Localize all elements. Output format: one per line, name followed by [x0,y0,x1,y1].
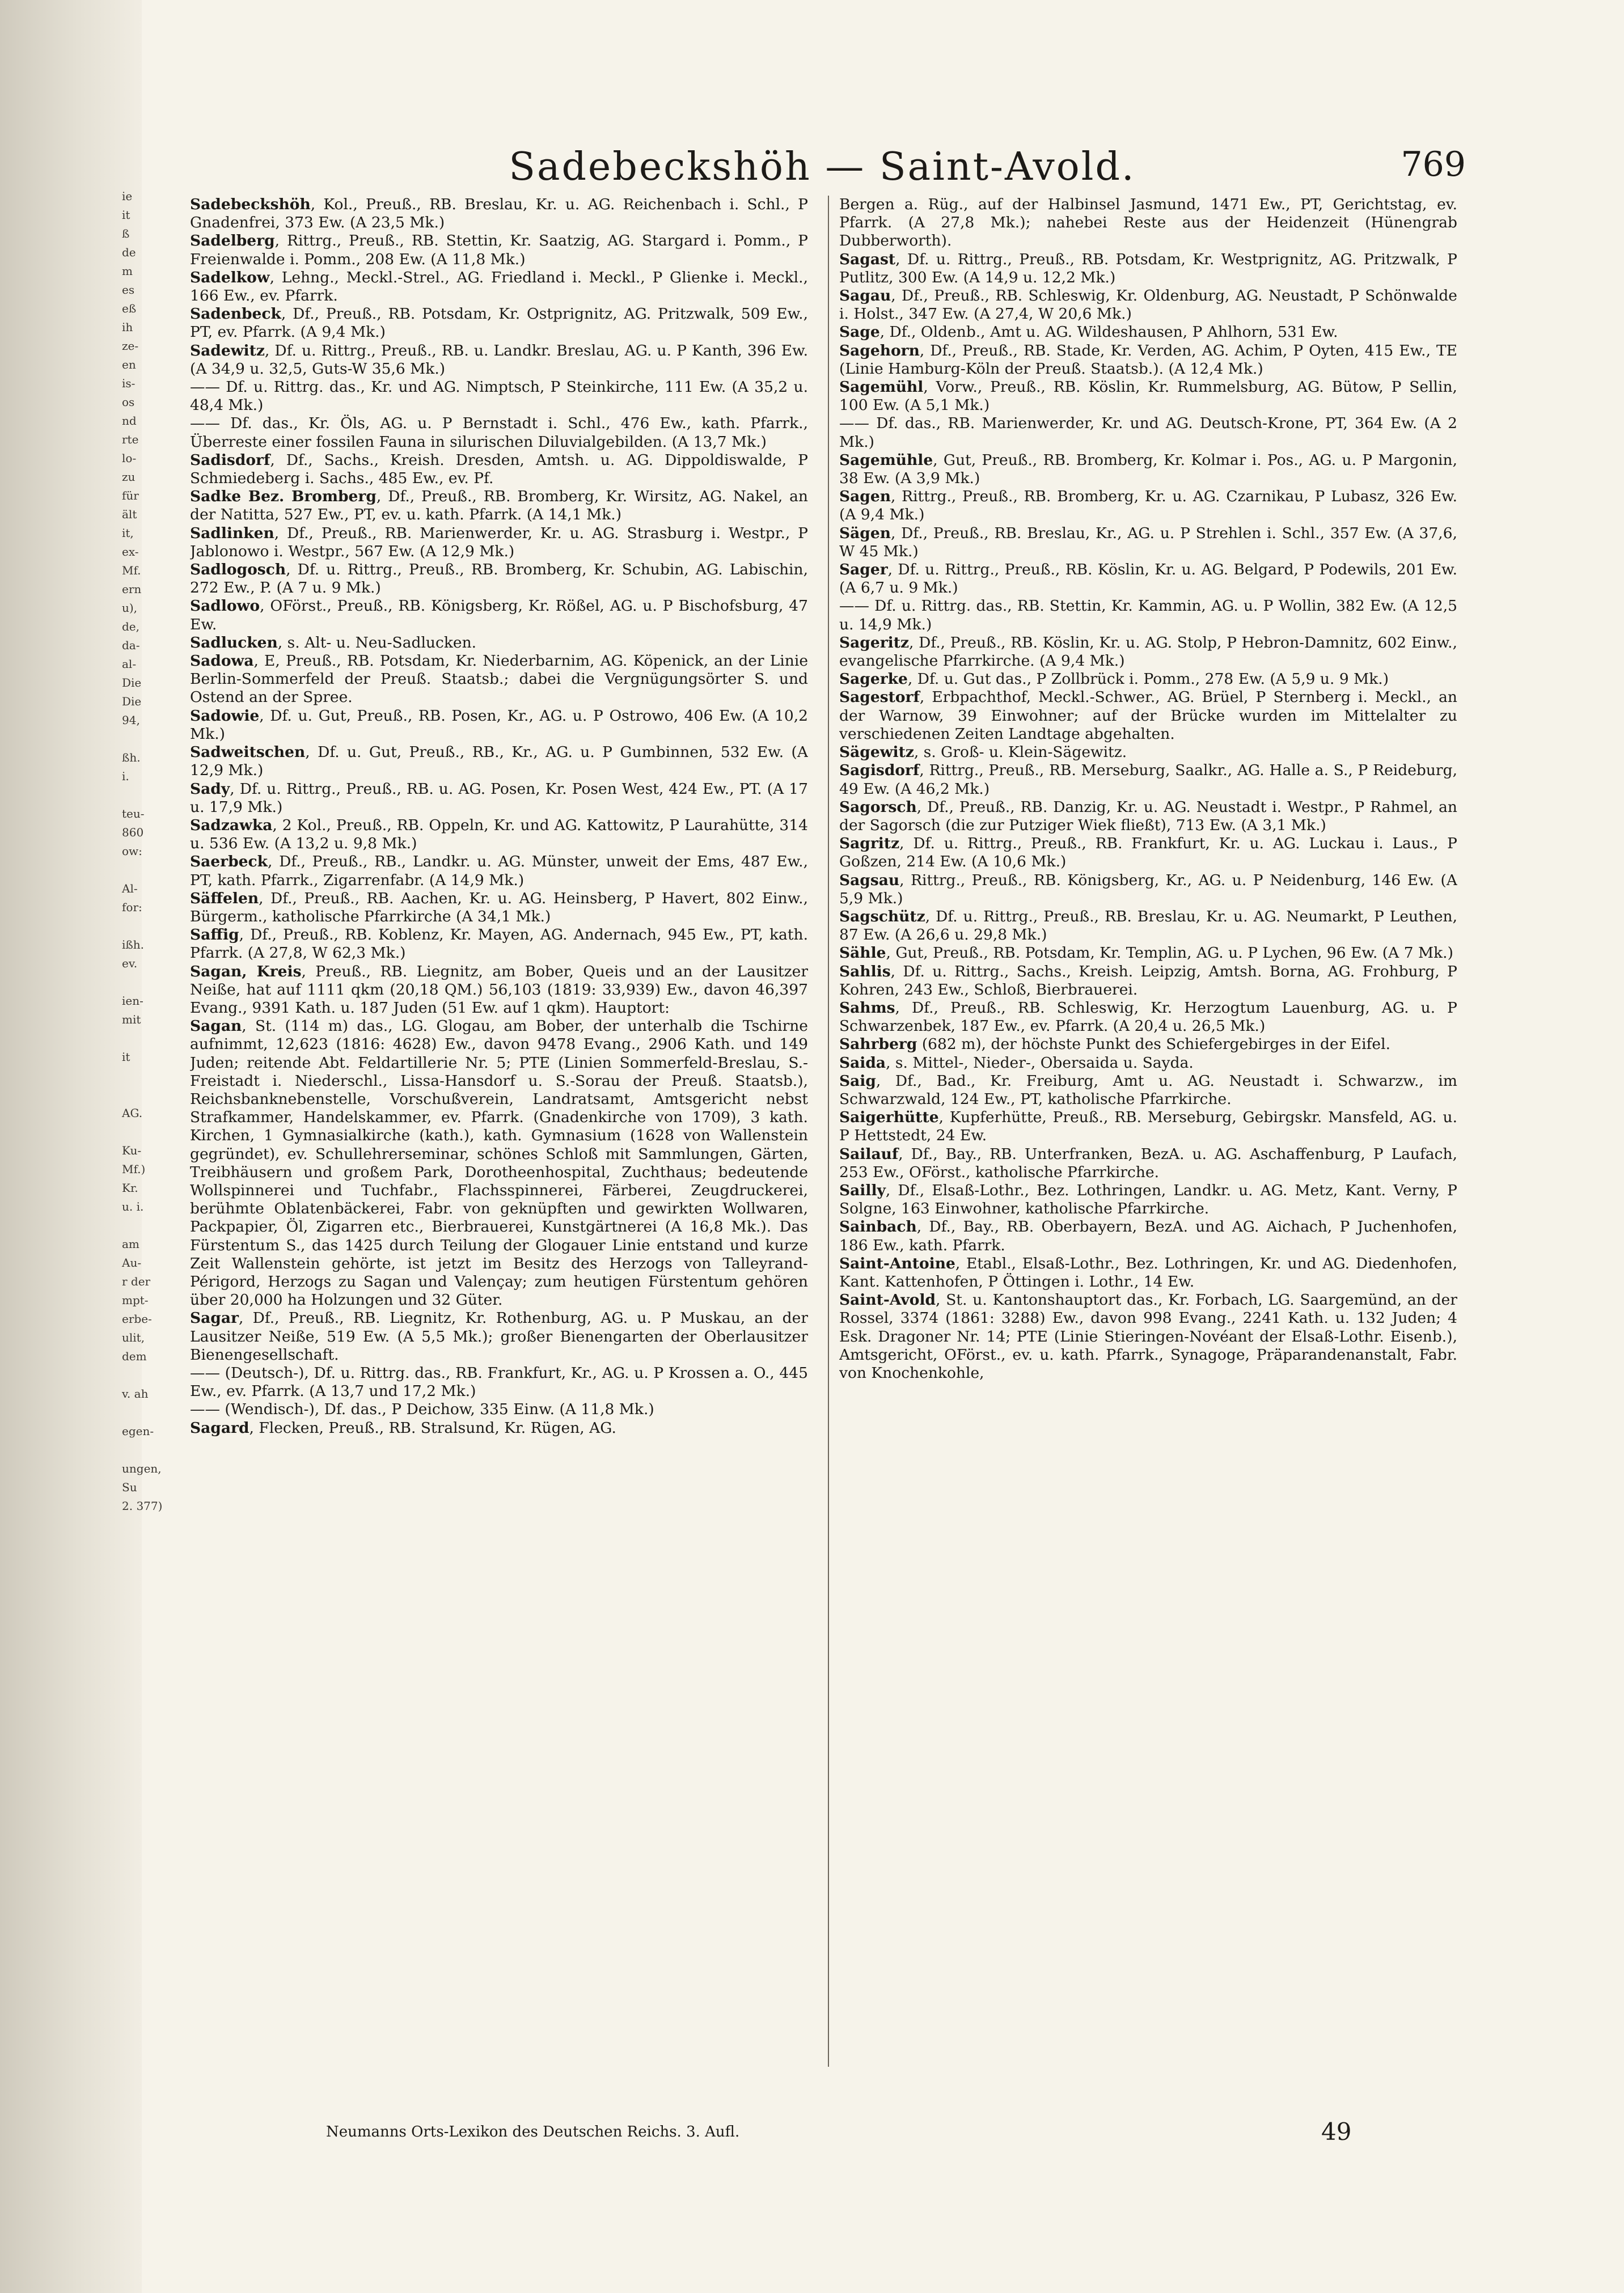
gutter-fragment: 94, [122,713,140,727]
gazetteer-entry [190,488,808,524]
gutter-fragment: ält [122,507,137,521]
entry-lemma: Sadlogosch [190,561,286,579]
gutter-fragment: ow: [122,844,142,858]
gutter-fragment: it, [122,526,134,540]
page-header [179,145,1466,198]
gutter-fragment: Die [122,676,142,689]
entry-lemma: Sagard [190,1419,249,1437]
entry-lemma: Sahrberg [839,1035,917,1054]
entry-text: , Df. u. Gut das., P Zollbrück i. Pomm., 278 Ew. (A 5,9 u. 9 Mk.) [907,670,1389,688]
gazetteer-entry [839,634,1457,670]
entry-lemma: Sahms [839,999,895,1017]
page-gutter-shadow [0,0,142,2293]
entry-text: —— Df. u. Rittrg. das., Kr. und AG. Nimptsch, P Steinkirche, 111 Ew. (A 35,2 u. 48,4 Mk.) [190,378,808,414]
gazetteer-entry [190,414,808,451]
gazetteer-entry [839,1109,1457,1145]
entry-text: , Df., Preuß., RB. Koblenz, Kr. Mayen, AG. Andernach, 945 Ew., PT, kath. Pfarrk. (A 27,8, W 62,3 Mk.) [190,926,808,962]
gutter-fragment: Kr. [122,1181,138,1195]
gutter-fragment [122,917,150,936]
entry-lemma: Saig [839,1072,876,1090]
gutter-fragment: ißh. [122,938,144,951]
entry-text: , Rittrg., Preuß., RB. Stettin, Kr. Saatzig, AG. Stargard i. Pomm., P Freienwalde i. Pomm., 208 Ew. (A 11,8 Mk.) [190,232,808,268]
gutter-fragment: ulit, [122,1331,145,1344]
entry-text: , Rittrg., Preuß., RB. Bromberg, Kr. u. AG. Czarnikau, P Lubasz, 326 Ew. (A 9,4 Mk.) [839,488,1457,524]
entry-text: , Df., Preuß., RB. Danzig, Kr. u. AG. Neustadt i. Westpr., P Rahmel, an der Sagorsch (die zur Putziger Wiek fließt), 713 Ew. (A 3,1 Mk.) [839,798,1457,834]
gutter-fragment: ungen, [122,1462,162,1475]
gutter-fragment: Mf. [122,564,141,577]
entry-text: , Rittrg., Preuß., RB. Königsberg, Kr., AG. u. P Neidenburg, 146 Ew. (A 5,9 Mk.) [839,871,1457,907]
page-footer [0,2118,1624,2146]
entry-text: —— Df. das., RB. Marienwerder, Kr. und AG. Deutsch-Krone, PT, 364 Ew. (A 2 Mk.) [839,414,1457,451]
entry-lemma: Sadowie [190,706,260,725]
entry-text: , s. Mittel-, Nieder-, Obersaida u. Sayda. [886,1054,1194,1072]
entry-lemma: Sagehorn [839,341,920,359]
entry-lemma: Sadzawka [190,816,273,834]
gutter-fragment: Die [122,695,142,708]
gutter-fragment: u. i. [122,1200,144,1213]
gutter-fragment: 2. 377) [122,1499,163,1513]
gazetteer-entry [190,561,808,597]
gazetteer-entry [839,999,1457,1035]
entry-text: , Df., Preuß., RB. Liegnitz, Kr. Rothenburg, AG. u. P Muskau, an der Lausitzer Neiße, 519 Ew. (A 5,5 Mk.); großer Bienengarten der Oberlausitzer Bienengesellschaft. [190,1309,808,1364]
entry-lemma: Sagar [190,1309,239,1327]
entry-lemma: Sailly [839,1181,886,1199]
gutter-fragment: i. [122,769,129,783]
entry-text: , Df. u. Rittrg., Preuß., RB. Köslin, Kr. u. AG. Belgard, P Podewils, 201 Ew. (A 6,7 u. 9 Mk.) [839,561,1457,597]
entry-lemma: Sagsau [839,871,900,889]
entry-text: , Df., Preuß., RB., Landkr. u. AG. Münster, unweit der Ems, 487 Ew., PT, kath. Pfarrk., Zigarrenfabr. (A 14,9 Mk.) [190,853,808,889]
entry-lemma: Saerbeck [190,853,268,871]
footer-imprint: Neumanns Orts-Lexikon des Deutschen Reichs. 3. Aufl. [326,2123,740,2140]
gutter-fragment: ih [122,320,133,334]
gazetteer-entry [190,378,808,414]
gazetteer-entry [190,269,808,305]
gutter-fragment [122,1403,150,1422]
gazetteer-entry [839,835,1457,871]
gutter-fragment: erbe- [122,1312,152,1326]
entry-lemma: Sagisdorf [839,761,920,780]
gazetteer-entry [839,871,1457,908]
entry-text: , Df., Bay., RB. Unterfranken, BezA. u. AG. Aschaffenburg, P Laufach, 253 Ew., OFörst., katholische Pfarrkirche. [839,1145,1457,1181]
entry-lemma: Sähle [839,944,886,962]
gazetteer-entry [190,816,808,853]
gutter-fragment: for: [122,900,142,914]
entry-text: , Preuß., RB. Liegnitz, am Bober, Queis und an der Lausitzer Neiße, hat auf 1111 qkm (20,18 QM.) 56,103 (1819: 33,939) Ew., davon 46,397 Evang., 9391 Kath. u. 187 Juden (51 Ew. auf 1 qkm). Hauptort: [190,962,808,1017]
gutter-fragment: es [122,283,135,297]
entry-lemma: Sadisdorf [190,451,270,469]
running-head: Sadebeckshöh — Saint-Avold. [509,145,1136,189]
gazetteer-entry [190,707,808,743]
entry-text: —— (Deutsch-), Df. u. Rittrg. das., RB. Frankfurt, Kr., AG. u. P Krossen a. O., 445 Ew., ev. Pfarrk. (A 13,7 und 17,2 Mk.) [190,1364,808,1401]
entry-lemma: Sadke Bez. Bromberg [190,488,377,506]
gutter-fragment [122,1029,150,1048]
entry-text: , Kol., Preuß., RB. Breslau, Kr. u. AG. Reichenbach i. Schl., P Gnadenfrei, 373 Ew. (A 23,5 Mk.) [190,196,808,232]
gutter-fragment: Ku- [122,1144,142,1157]
entry-lemma: Sagast [839,250,896,268]
gutter-fragment: os [122,395,135,409]
gazetteer-entry [190,1017,808,1309]
entry-lemma: Sadelkow [190,268,270,286]
entry-text: , Df. u. Rittrg., Preuß., RB. Bromberg, Kr. Schubin, AG. Labischin, 272 Ew., P. (A 7 u. 9 Mk.) [190,561,808,597]
entry-lemma: Saint-Antoine [839,1254,955,1272]
gazetteer-entry [190,1309,808,1364]
gazetteer-entry [839,1255,1457,1291]
gazetteer-entry [190,232,808,268]
entry-text: , Gut, Preuß., RB. Bromberg, Kr. Kolmar i. Pos., AG. u. P Margonin, 38 Ew. (A 3,9 Mk.) [839,451,1457,488]
entry-lemma: Sagerke [839,670,908,688]
gutter-fragment: de, [122,620,139,633]
text-columns [190,196,1457,2078]
gutter-fragment: mit [122,1013,141,1026]
gazetteer-entry [839,688,1457,743]
gazetteer-entry [839,944,1457,962]
right-column [839,196,1457,2078]
entry-lemma: Sadlowo [190,597,260,615]
entry-lemma: Sadowa [190,652,254,670]
entry-lemma: Sady [190,780,230,798]
gazetteer-entry [190,963,808,1018]
entry-lemma: Säffelen [190,889,259,907]
gazetteer-entry [190,926,808,962]
gazetteer-entry [839,1218,1457,1254]
entry-lemma: Sagschütz [839,907,925,925]
gutter-fragment: it [122,208,130,222]
entry-text: , Df., Preuß., RB. Stade, Kr. Verden, AG. Achim, P Oyten, 415 Ew., TE (Linie Hamburg-Köln der Preuß. Staatsb.). (A 12,4 Mk.) [839,341,1457,378]
entry-lemma: Sagritz [839,835,900,853]
entry-lemma: Sagestorf [839,688,920,706]
gazetteer-entry [839,378,1457,414]
entry-lemma: Saida [839,1054,886,1072]
gutter-fragment: ze- [122,339,139,353]
entry-text: , s. Groß- u. Klein-Sägewitz. [914,743,1127,761]
entry-text: , Df., Bad., Kr. Freiburg, Amt u. AG. Neustadt i. Schwarzw., im Schwarzwald, 124 Ew., PT, katholische Pfarrkirche. [839,1072,1457,1108]
gazetteer-entry [190,524,808,561]
gutter-fragment: rte [122,433,139,446]
page-number: 769 [1401,145,1466,184]
gutter-fragment: Mf.) [122,1162,146,1176]
gutter-fragment: u), [122,601,138,615]
gutter-fragment: eß [122,302,137,315]
entry-lemma: Saffig [190,926,239,944]
entry-lemma: Sagan [190,1017,242,1035]
gutter-fragment: ie [122,189,133,203]
gutter-fragment: am [122,1237,139,1251]
gutter-fragment [122,1366,150,1385]
entry-text: (682 m), der höchste Punkt des Schiefergebirges in der Eifel. [917,1035,1391,1054]
entry-lemma: Sage [839,323,880,341]
gutter-fragment: 860 [122,826,144,839]
gazetteer-entry [839,908,1457,944]
gutter-fragment: ex- [122,545,139,559]
gazetteer-entry [839,1145,1457,1182]
entry-text: , Df., Preuß., RB. Marienwerder, Kr. u. AG. Strasburg i. Westpr., P Jablonowo i. Westpr., 567 Ew. (A 12,9 Mk.) [190,524,808,560]
gutter-fragment: für [122,489,139,502]
entry-text: , Df. u. Rittrg., Sachs., Kreish. Leipzig, Amtsh. Borna, AG. Frohburg, P Kohren, 243 Ew., Schloß, Bierbrauerei. [839,962,1457,999]
entry-text: —— (Wendisch-), Df. das., P Deichow, 335 Einw. (A 11,8 Mk.) [190,1401,654,1419]
gutter-fragment: r der [122,1275,151,1288]
gazetteer-entry [839,597,1457,633]
gazetteer-entry [839,342,1457,378]
entry-lemma: Sainbach [839,1218,917,1236]
gazetteer-entry [839,1054,1457,1072]
entry-lemma: Sagau [839,287,891,305]
entry-text: , Flecken, Preuß., RB. Stralsund, Kr. Rügen, AG. [249,1419,616,1437]
entry-text: , Df., Preuß., RB. Köslin, Kr. u. AG. Stolp, P Hebron-Damnitz, 602 Einw., evangelische Pfarrkirche. (A 9,4 Mk.) [839,633,1457,670]
gazetteer-entry [839,1035,1457,1054]
gazetteer-entry [839,323,1457,341]
entry-lemma: Saint-Avold [839,1291,936,1309]
gutter-fragment [122,861,150,879]
gutter-fragment: lo- [122,451,137,465]
gazetteer-entry [190,890,808,926]
gazetteer-entry [190,853,808,889]
gutter-fragment: Au- [122,1256,142,1270]
entry-text: , Df., Preuß., RB. Breslau, Kr., AG. u. P Strehlen i. Schl., 357 Ew. (A 37,6, W 45 Mk.) [839,524,1457,560]
entry-text: , Df., Preuß., RB. Schleswig, Kr. Oldenburg, AG. Neustadt, P Schönwalde i. Holst., 347 Ew. (A 27,4, W 20,6 Mk.) [839,287,1457,323]
entry-lemma: Sagemühl [839,378,924,396]
gutter-fragment: zu [122,470,136,484]
gazetteer-entry [839,414,1457,451]
entry-lemma: Sagemühle [839,451,933,469]
entry-text: , OFörst., Preuß., RB. Königsberg, Kr. Rößel, AG. u. P Bischofsburg, 47 Ew. [190,597,808,633]
gutter-fragment: en [122,358,136,371]
gazetteer-entry [839,196,1457,251]
adjacent-page-fragments [122,187,163,1516]
gutter-fragment: nd [122,414,137,428]
entry-text: , Df., Oldenb., Amt u. AG. Wildeshausen, P Ahlhorn, 531 Ew. [879,323,1338,341]
entry-text: Bergen a. Rüg., auf der Halbinsel Jasmund, 1471 Ew., PT, Gerichtstag, ev. Pfarrk. (A 27,8 Mk.); nahebei Reste aus der Heidenzeit (Hünengrab Dubberworth). [839,196,1457,250]
entry-text: , Df., Preuß., RB. Aachen, Kr. u. AG. Heinsberg, P Havert, 802 Einw., Bürgerm., katholische Pfarrkirche (A 34,1 Mk.) [190,889,808,925]
entry-text: , s. Alt- u. Neu-Sadlucken. [277,633,477,651]
entry-lemma: Sadewitz [190,341,265,359]
gutter-fragment: egen- [122,1424,154,1438]
entry-lemma: Sadelberg [190,232,275,250]
gazetteer-entry [190,597,808,633]
entry-lemma: Sagorsch [839,798,917,816]
entry-text: , Etabl., Elsaß-Lothr., Bez. Lothringen, Kr. und AG. Diedenhofen, Kant. Kattenhofen, P Öttingen i. Lothr., 14 Ew. [839,1254,1457,1291]
entry-text: , Df., Preuß., RB. Schleswig, Kr. Herzogtum Lauenburg, AG. u. P Schwarzenbek, 187 Ew., ev. Pfarrk. (A 20,4 u. 26,5 Mk.) [839,999,1457,1035]
entry-text: , Df. u. Rittrg., Preuß., RB. Frankfurt, Kr. u. AG. Luckau i. Laus., P Goßzen, 214 Ew. (A 10,6 Mk.) [839,835,1457,871]
gazetteer-entry [839,963,1457,999]
entry-text: , E, Preuß., RB. Potsdam, Kr. Niederbarnim, AG. Köpenick, an der Linie Berlin-Sommerfeld der Preuß. Staatsb.; dabei die Vergnügungsörter S. und Ostend an der Spree. [190,652,808,706]
entry-text: , Df., Bay., RB. Oberbayern, BezA. und AG. Aichach, P Juchenhofen, 186 Ew., kath. Pfarrk. [839,1218,1457,1254]
signature-mark: 49 [1321,2118,1352,2146]
entry-lemma: Sager [839,561,888,579]
entry-text: , St. u. Kantonshauptort das., Kr. Forbach, LG. Saargemünd, an der Rossel, 3374 (1861: 3288) Ew., davon 998 Evang., 2241 Kath. u. 132 Juden; 4 Esk. Dragoner Nr. 14; PTE (Linie Stieringen-Novéant der Elsaß-Lothr. Eisenb.), Amtsgericht, OFörst., ev. u. kath. Pfarrk., Synagoge, Präparandenanstalt, Fabr. von Knochenkohle, [839,1291,1457,1382]
entry-text: , Kupferhütte, Preuß., RB. Merseburg, Gebirgskr. Mansfeld, AG. u. P Hettstedt, 24 Ew. [839,1109,1457,1145]
gutter-fragment: al- [122,657,137,671]
gutter-fragment: da- [122,638,140,652]
entry-text: , Df. u. Rittrg., Preuß., RB. Potsdam, Kr. Westprignitz, AG. Pritzwalk, P Putlitz, 300 Ew. (A 14,9 u. 12,2 Mk.) [839,250,1457,286]
gazetteer-entry [839,761,1457,798]
entry-text: , Df. u. Rittrg., Preuß., RB. u. AG. Posen, Kr. Posen West, 424 Ew., PT. (A 17 u. 17,9 Mk.) [190,780,808,816]
gutter-fragment: teu- [122,807,145,820]
gutter-fragment [122,730,150,748]
entry-lemma: Sägen [839,524,891,542]
gazetteer-entry [190,1364,808,1401]
gutter-fragment [122,1085,150,1104]
entry-lemma: Sagan, Kreis [190,962,302,980]
gutter-fragment: Su [122,1480,137,1494]
entry-lemma: Sadweitschen [190,743,306,761]
gazetteer-entry [839,743,1457,761]
entry-text: , 2 Kol., Preuß., RB. Oppeln, Kr. und AG. Kattowitz, P Laurahütte, 314 u. 536 Ew. (A 13,2 u. 9,8 Mk.) [190,816,808,853]
gutter-fragment: ev. [122,957,138,970]
gutter-fragment: Al- [122,882,138,895]
gutter-fragment: ern [122,582,142,596]
entry-lemma: Sadlinken [190,524,274,542]
gutter-fragment [122,1123,150,1141]
gazetteer-entry [839,451,1457,488]
entry-text: , Lehng., Meckl.-Strel., AG. Friedland i. Meckl., P Glienke i. Meckl., 166 Ew., ev. Pfarrk. [190,268,808,305]
gutter-fragment [122,1216,150,1235]
entry-text: , Erbpachthof, Meckl.-Schwer., AG. Brüel, P Sternberg i. Meckl., an der Warnow, 39 Einwohner; auf der Brücke wurden im Mittelalter zu verschiedenen Zeiten Landtage abgehalten. [839,688,1457,743]
gazetteer-entry [190,1419,808,1437]
gazetteer-entry [190,305,808,341]
entry-text: , Df. u. Rittrg., Preuß., RB. u. Landkr. Breslau, AG. u. P Kanth, 396 Ew. (A 34,9 u. 32,5, Guts-W 35,6 Mk.) [190,341,808,378]
gazetteer-entry [839,251,1457,287]
gazetteer-entry [839,1072,1457,1109]
gazetteer-entry [839,488,1457,524]
entry-text: , Df., Preuß., RB. Potsdam, Kr. Ostprignitz, AG. Pritzwalk, 509 Ew., PT, ev. Pfarrk. (A 9,4 Mk.) [190,305,808,341]
gutter-fragment: mpt- [122,1293,149,1307]
entry-text: , Df., Preuß., RB. Bromberg, Kr. Wirsitz, AG. Nakel, an der Natitta, 527 Ew., PT, ev. u. kath. Pfarrk. (A 14,1 Mk.) [190,488,808,524]
entry-lemma: Saigerhütte [839,1109,939,1127]
entry-lemma: Sägewitz [839,743,914,761]
gazetteer-entry [190,451,808,488]
entry-text: —— Df. u. Rittrg. das., RB. Stettin, Kr. Kammin, AG. u. P Wollin, 382 Ew. (A 12,5 u. 14,9 Mk.) [839,597,1457,633]
entry-lemma: Sahlis [839,962,891,980]
gazetteer-entry [839,670,1457,688]
entry-text: , St. (114 m) das., LG. Glogau, am Bober, der unterhalb die Tschirne aufnimmt, 12,623 (1816: 4628) Ew., davon 9478 Evang., 2906 Kath. und 149 Juden; reitende Abt. Feldartillerie Nr. 5; PTE (Linien Sommerfeld-Breslau, S.-Freistadt i. Niederschl., Lissa-Hansdorf u. S.-Sorau der Preuß. Staatsb.), Reichsbanknebenstelle, Vorschußverein, Landratsamt, Amtsgericht nebst Strafkammer, Handelskammer, ev. Pfarrk. (Gnadenkirche von 1709), 3 kath. Kirchen, 1 Gymnasialkirche (kath.), kath. Gymnasium (1628 von Wallenstein gegründet), ev. Schullehrerseminar, schönes Schloß mit Sammlungen, Gärten, Treibhäusern und großem Park, Dorotheenhospital, Zuchthaus; bedeutende Wollspinnerei und Tuchfabr., Flachsspinnerei, Färberei, Zeugdruckerei, berühmte Oblatenbäckerei, Fabr. von geknüpften und gewirkten Wollwaren, Packpapier, Öl, Zigarren etc., Bierbrauerei, Kunstgärtnerei (A 16,8 Mk.). Das Fürstentum S., das 1425 durch Teilung der Glogauer Linie entstand und kurze Zeit Wallenstein gehörte, ist jetzt im Besitz des Herzogs von Talleyrand-Périgord, Herzogs zu Sagan und Valençay; zum heutigen Fürstentum gehören über 20,000 ha Holzungen und 32 Güter. [190,1017,808,1309]
gazetteer-entry [190,780,808,816]
entry-text: , Df., Elsaß-Lothr., Bez. Lothringen, Landkr. u. AG. Metz, Kant. Verny, P Solgne, 163 Einwohner, katholische Pfarrkirche. [839,1181,1457,1218]
gazetteer-entry [839,1291,1457,1382]
gutter-fragment: dem [122,1349,147,1363]
gazetteer-entry [190,634,808,652]
gazetteer-entry [839,287,1457,323]
gazetteer-entry [839,1182,1457,1218]
gutter-fragment [122,786,150,805]
gutter-fragment: ß [122,227,130,240]
gazetteer-entry [190,1401,808,1419]
entry-lemma: Sadenbeck [190,305,281,323]
gazetteer-entry [190,743,808,780]
gazetteer-entry [190,196,808,232]
entry-text: , Vorw., Preuß., RB. Köslin, Kr. Rummelsburg, AG. Bütow, P Sellin, 100 Ew. (A 5,1 Mk.) [839,378,1457,414]
entry-text: , Df. u. Gut, Preuß., RB. Posen, Kr., AG. u. P Ostrowo, 406 Ew. (A 10,2 Mk.) [190,706,808,743]
entry-text: , Df., Sachs., Kreish. Dresden, Amtsh. u. AG. Dippoldiswalde, P Schmiedeberg i. Sachs., 485 Ew., ev. Pf. [190,451,808,488]
gutter-fragment: it [122,1050,130,1064]
entry-lemma: Sagen [839,488,891,506]
gutter-fragment: is- [122,376,136,390]
gutter-fragment: ßh. [122,751,141,764]
entry-text: , Df. u. Rittrg., Preuß., RB. Breslau, Kr. u. AG. Neumarkt, P Leuthen, 87 Ew. (A 26,6 u. 29,8 Mk.) [839,907,1457,944]
gutter-fragment: AG. [122,1106,143,1120]
entry-lemma: Sadlucken [190,633,278,651]
entry-lemma: Sadebeckshöh [190,196,311,213]
gutter-fragment [122,973,150,992]
entry-lemma: Sageritz [839,633,910,651]
entry-text: —— Df. das., Kr. Öls, AG. u. P Bernstadt i. Schl., 476 Ew., kath. Pfarrk., Überreste einer fossilen Fauna in silurischen Diluvialgebilden. (A 13,7 Mk.) [190,414,808,451]
left-column [190,196,808,2078]
entry-lemma: Sailauf [839,1145,899,1163]
gutter-fragment [122,1067,150,1085]
gazetteer-entry [839,524,1457,561]
entry-text: , Gut, Preuß., RB. Potsdam, Kr. Templin, AG. u. P Lychen, 96 Ew. (A 7 Mk.) [886,944,1453,962]
gutter-fragment: m [122,264,133,278]
gazetteer-entry [839,561,1457,597]
gazetteer-entry [190,342,808,378]
gutter-fragment: ien- [122,994,143,1008]
entry-text: , Rittrg., Preuß., RB. Merseburg, Saalkr., AG. Halle a. S., P Reideburg, 49 Ew. (A 46,2 Mk.) [839,761,1457,798]
gazetteer-entry [839,798,1457,835]
entry-text: , Df. u. Gut, Preuß., RB., Kr., AG. u. P Gumbinnen, 532 Ew. (A 12,9 Mk.) [190,743,808,780]
gutter-fragment: de [122,246,136,259]
gutter-fragment [122,1441,150,1459]
gazetteer-entry [190,652,808,707]
gutter-fragment: v. ah [122,1387,149,1401]
